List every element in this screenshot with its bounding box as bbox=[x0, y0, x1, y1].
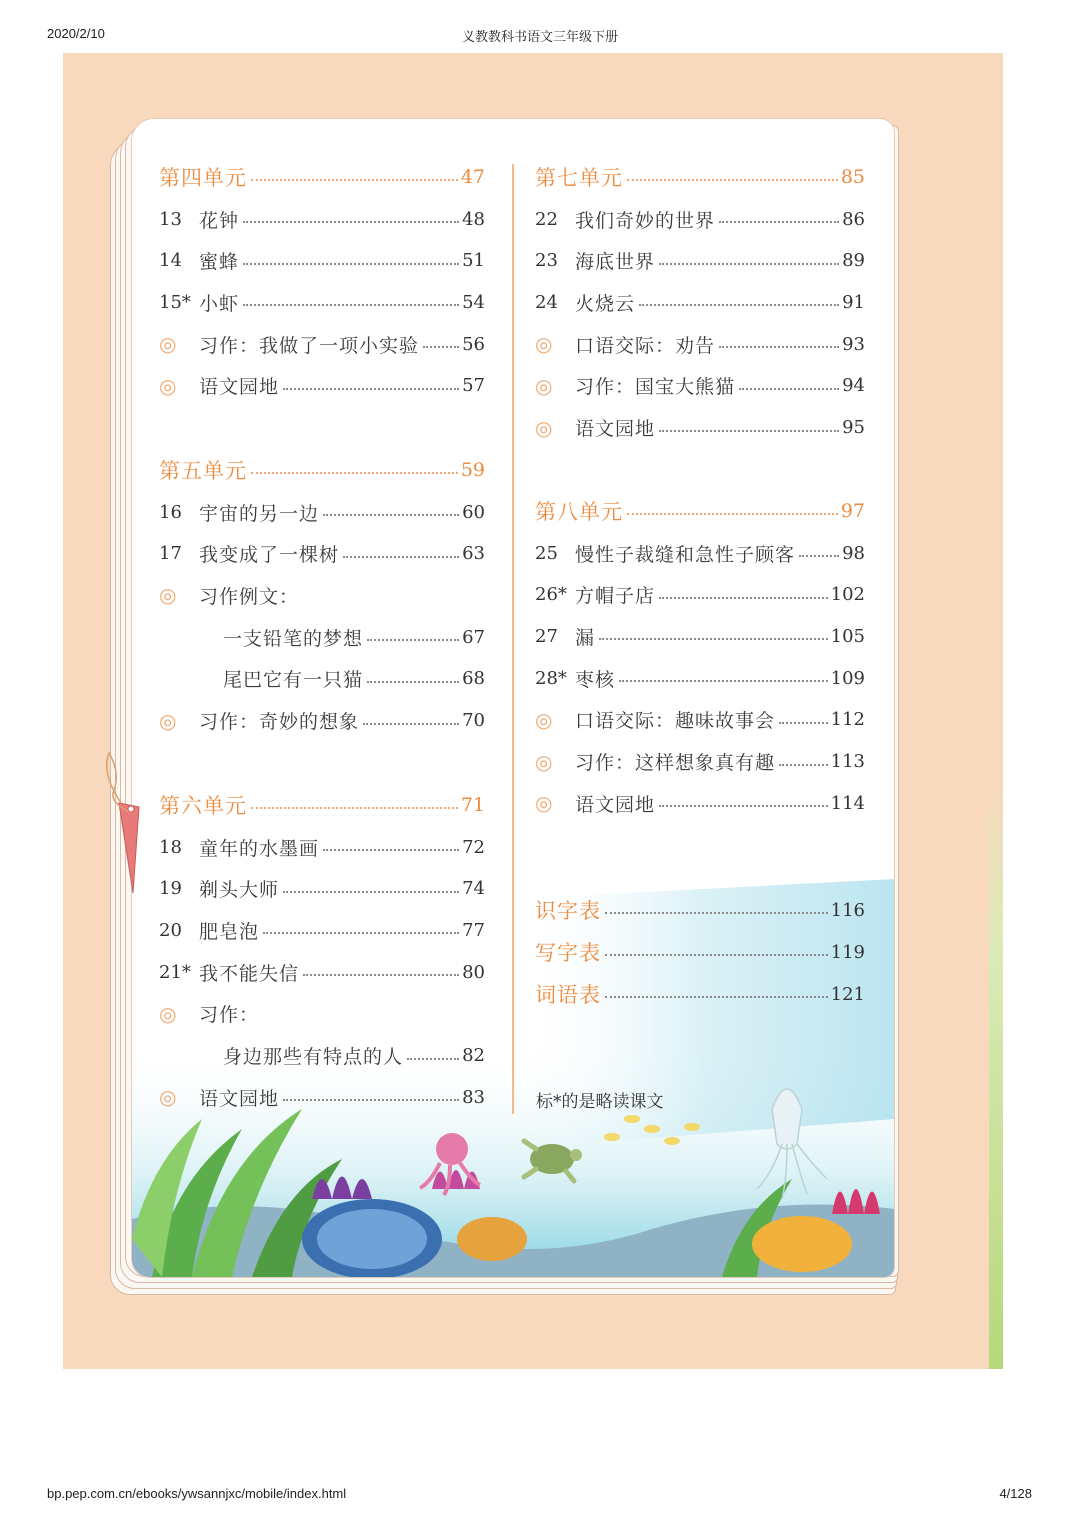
circle-bullet-icon: ◎ bbox=[159, 583, 177, 608]
toc-entry bbox=[535, 705, 865, 735]
entry-title: 习作：国宝大熊猫 bbox=[575, 376, 736, 399]
dot-leader bbox=[605, 912, 828, 914]
entry-title: 口语交际：劝告 bbox=[575, 334, 716, 357]
page-number: 114 bbox=[830, 792, 865, 814]
lesson-number: 24 bbox=[535, 291, 558, 313]
toc-page bbox=[132, 119, 894, 1277]
dot-leader bbox=[263, 932, 459, 934]
toc-entry bbox=[159, 497, 485, 527]
entry-title: 肥皂泡 bbox=[199, 920, 260, 943]
print-page-number: 4/128 bbox=[999, 1486, 1032, 1501]
dot-leader bbox=[243, 221, 459, 223]
circle-bullet-icon: ◎ bbox=[159, 1001, 177, 1026]
lesson-number: 15* bbox=[159, 291, 191, 313]
dot-leader bbox=[779, 722, 828, 724]
page-number: 83 bbox=[462, 1086, 485, 1108]
column-divider bbox=[512, 164, 514, 1114]
entry-title: 火烧云 bbox=[575, 292, 636, 315]
page-number: 85 bbox=[840, 166, 865, 188]
page-number: 48 bbox=[462, 208, 485, 230]
page-number: 86 bbox=[842, 208, 865, 230]
entry-title: 习作：奇妙的想象 bbox=[199, 711, 360, 733]
bookmark-tag-icon bbox=[91, 743, 151, 943]
toc-entry bbox=[159, 622, 485, 652]
print-title: 义教教科书语文三年级下册 bbox=[461, 30, 618, 45]
unit-heading bbox=[159, 455, 485, 485]
entry-title: 习作例文： bbox=[199, 585, 300, 608]
toc-entry bbox=[159, 1041, 485, 1071]
circle-bullet-icon: ◎ bbox=[535, 707, 553, 732]
entry-title: 身边那些有特点的人 bbox=[223, 1046, 404, 1068]
entry-title: 第四单元 bbox=[159, 166, 247, 190]
toc-entry bbox=[535, 371, 865, 401]
page-number: 116 bbox=[830, 899, 865, 921]
dot-leader bbox=[243, 263, 459, 265]
toc-entry bbox=[159, 204, 485, 234]
print-date: 2020/2/10 bbox=[47, 26, 105, 41]
page-number: 72 bbox=[462, 836, 485, 858]
dot-leader bbox=[251, 472, 458, 474]
unit-heading bbox=[159, 790, 485, 820]
entry-title: 我们奇妙的世界 bbox=[575, 209, 716, 232]
skim-reading-note: 标*的是略读课文 bbox=[536, 1092, 664, 1112]
lesson-number: 13 bbox=[159, 208, 182, 230]
page-number: 74 bbox=[462, 878, 485, 900]
dot-leader bbox=[283, 891, 459, 893]
entry-title: 习作： bbox=[199, 1004, 260, 1027]
page-number: 113 bbox=[830, 751, 865, 772]
dot-leader bbox=[343, 556, 459, 558]
entry-title: 习作：这样想象真有趣 bbox=[575, 752, 776, 774]
entry-title: 一支铅笔的梦想 bbox=[223, 627, 364, 650]
page-number: 77 bbox=[462, 919, 485, 941]
page-number: 109 bbox=[830, 667, 865, 689]
circle-bullet-icon: ◎ bbox=[159, 373, 177, 398]
entry-title: 枣核 bbox=[575, 668, 616, 691]
appendix-entry bbox=[535, 979, 865, 1009]
dot-leader bbox=[605, 996, 828, 998]
page-number: 112 bbox=[830, 709, 865, 731]
entry-title: 识字表 bbox=[535, 899, 601, 923]
toc-entry bbox=[159, 706, 485, 736]
green-edge-strip bbox=[989, 773, 1003, 1369]
toc-entry bbox=[159, 915, 485, 945]
dot-leader bbox=[605, 954, 828, 956]
dot-leader bbox=[599, 638, 828, 640]
page-number: 71 bbox=[460, 794, 485, 816]
entry-title: 第七单元 bbox=[535, 166, 623, 190]
toc-entry bbox=[535, 329, 865, 359]
toc-entry bbox=[159, 999, 545, 1029]
page-number: 63 bbox=[462, 543, 485, 565]
entry-title: 漏 bbox=[575, 626, 596, 649]
entry-title: 我不能失信 bbox=[199, 962, 300, 985]
page-number: 102 bbox=[830, 584, 865, 606]
dot-leader bbox=[659, 805, 828, 807]
page-number: 47 bbox=[460, 166, 485, 188]
dot-leader bbox=[719, 221, 839, 223]
dot-leader bbox=[659, 430, 839, 432]
dot-leader bbox=[627, 513, 838, 515]
toc-entry bbox=[159, 580, 545, 610]
lesson-number: 27 bbox=[535, 625, 558, 647]
toc-entry bbox=[535, 538, 865, 568]
toc-entry bbox=[535, 747, 865, 777]
lesson-number: 16 bbox=[159, 501, 182, 523]
page-number: 105 bbox=[830, 625, 865, 647]
dot-leader bbox=[251, 807, 458, 809]
entry-title: 写字表 bbox=[535, 941, 601, 965]
toc-entry bbox=[535, 287, 865, 317]
toc-entry bbox=[159, 539, 485, 569]
appendix-entry bbox=[535, 895, 865, 925]
toc-entry bbox=[535, 580, 865, 610]
toc-entry bbox=[535, 663, 865, 693]
entry-title: 语文园地 bbox=[199, 376, 280, 399]
dot-leader bbox=[659, 597, 828, 599]
scanned-page bbox=[63, 53, 1003, 1369]
page-number: 51 bbox=[462, 250, 485, 272]
entry-title: 童年的水墨画 bbox=[199, 837, 320, 860]
unit-heading bbox=[535, 162, 865, 192]
entry-title: 习作：我做了一项小实验 bbox=[199, 334, 420, 357]
circle-bullet-icon: ◎ bbox=[535, 791, 553, 816]
page-number: 97 bbox=[840, 500, 865, 522]
circle-bullet-icon: ◎ bbox=[159, 1085, 177, 1110]
entry-title: 剃头大师 bbox=[199, 879, 280, 902]
page-number: 93 bbox=[842, 333, 865, 355]
dot-leader bbox=[367, 681, 459, 683]
dot-leader bbox=[303, 974, 459, 976]
toc-entry bbox=[535, 621, 865, 651]
dot-leader bbox=[619, 680, 828, 682]
entry-title: 我变成了一棵树 bbox=[199, 544, 340, 567]
entry-title: 第八单元 bbox=[535, 500, 623, 524]
page-number: 98 bbox=[842, 542, 865, 564]
toc-entry bbox=[535, 204, 865, 234]
dot-leader bbox=[243, 304, 459, 306]
toc-entry bbox=[535, 413, 865, 443]
entry-title: 蜜蜂 bbox=[199, 251, 240, 274]
entry-title: 语文园地 bbox=[199, 1087, 280, 1110]
appendix-entry bbox=[535, 937, 865, 967]
lesson-number: 28* bbox=[535, 667, 567, 689]
entry-title: 花钟 bbox=[199, 209, 240, 232]
toc-entry bbox=[159, 1082, 485, 1112]
dot-leader bbox=[323, 514, 459, 516]
circle-bullet-icon: ◎ bbox=[535, 373, 553, 398]
dot-leader bbox=[627, 179, 838, 181]
page-number: 68 bbox=[462, 668, 485, 690]
page-number: 70 bbox=[462, 710, 485, 731]
page-number: 59 bbox=[460, 459, 485, 481]
entry-title: 语文园地 bbox=[575, 418, 656, 440]
dot-leader bbox=[363, 723, 459, 725]
print-url: bp.pep.com.cn/ebooks/ywsannjxc/mobile/index.html bbox=[47, 1486, 347, 1501]
entry-title: 慢性子裁缝和急性子顾客 bbox=[575, 543, 796, 566]
entry-title: 尾巴它有一只猫 bbox=[223, 669, 364, 692]
lesson-number: 20 bbox=[159, 919, 182, 941]
dot-leader bbox=[283, 388, 459, 390]
entry-title: 第六单元 bbox=[159, 794, 247, 818]
toc-entry bbox=[159, 287, 485, 317]
entry-title: 方帽子店 bbox=[575, 585, 656, 608]
dot-leader bbox=[739, 388, 839, 390]
lesson-number: 14 bbox=[159, 250, 182, 272]
lesson-number: 17 bbox=[159, 543, 182, 565]
lesson-number: 26* bbox=[535, 584, 567, 606]
entry-title: 宇宙的另一边 bbox=[199, 502, 320, 525]
entry-title: 口语交际：趣味故事会 bbox=[575, 710, 776, 733]
page-number: 119 bbox=[830, 941, 865, 963]
entry-title: 海底世界 bbox=[575, 251, 656, 274]
dot-leader bbox=[323, 849, 459, 851]
page-number: 95 bbox=[842, 417, 865, 438]
page-number: 94 bbox=[842, 375, 865, 397]
lesson-number: 23 bbox=[535, 250, 558, 272]
entry-title: 词语表 bbox=[535, 983, 601, 1007]
page-number: 60 bbox=[462, 501, 485, 523]
dot-leader bbox=[407, 1058, 459, 1060]
toc-entry bbox=[159, 371, 485, 401]
lesson-number: 19 bbox=[159, 878, 182, 900]
entry-title: 语文园地 bbox=[575, 793, 656, 816]
unit-heading bbox=[159, 162, 485, 192]
circle-bullet-icon: ◎ bbox=[535, 749, 553, 774]
unit-heading bbox=[535, 496, 865, 526]
dot-leader bbox=[779, 764, 828, 766]
toc-entry bbox=[535, 246, 865, 276]
page-number: 57 bbox=[462, 375, 485, 397]
toc-entry bbox=[159, 874, 485, 904]
toc-entry bbox=[159, 832, 485, 862]
toc-entry bbox=[159, 246, 485, 276]
dot-leader bbox=[639, 304, 839, 306]
entry-title: 第五单元 bbox=[159, 459, 247, 483]
circle-bullet-icon: ◎ bbox=[535, 332, 553, 357]
page-number: 67 bbox=[462, 626, 485, 648]
circle-bullet-icon: ◎ bbox=[535, 415, 553, 440]
dot-leader bbox=[367, 639, 459, 641]
page-number: 89 bbox=[842, 250, 865, 272]
circle-bullet-icon: ◎ bbox=[159, 332, 177, 357]
page-number: 91 bbox=[842, 291, 865, 313]
entry-title: 小虾 bbox=[199, 292, 240, 315]
dot-leader bbox=[799, 555, 839, 557]
toc-entry bbox=[535, 788, 865, 818]
page-number: 82 bbox=[462, 1045, 485, 1066]
lesson-number: 18 bbox=[159, 836, 182, 858]
dot-leader bbox=[659, 263, 839, 265]
page-number: 56 bbox=[462, 333, 485, 355]
page-number: 121 bbox=[830, 983, 865, 1005]
page-number: 80 bbox=[462, 961, 485, 983]
lesson-number: 21* bbox=[159, 961, 191, 983]
toc-entry bbox=[159, 957, 485, 987]
lesson-number: 25 bbox=[535, 542, 558, 564]
lesson-number: 22 bbox=[535, 208, 558, 230]
toc-entry bbox=[159, 329, 485, 359]
dot-leader bbox=[423, 346, 459, 348]
toc-entry bbox=[159, 664, 485, 694]
dot-leader bbox=[719, 346, 839, 348]
dot-leader bbox=[251, 179, 458, 181]
dot-leader bbox=[283, 1099, 459, 1101]
circle-bullet-icon: ◎ bbox=[159, 708, 177, 733]
page-number: 54 bbox=[462, 291, 485, 313]
